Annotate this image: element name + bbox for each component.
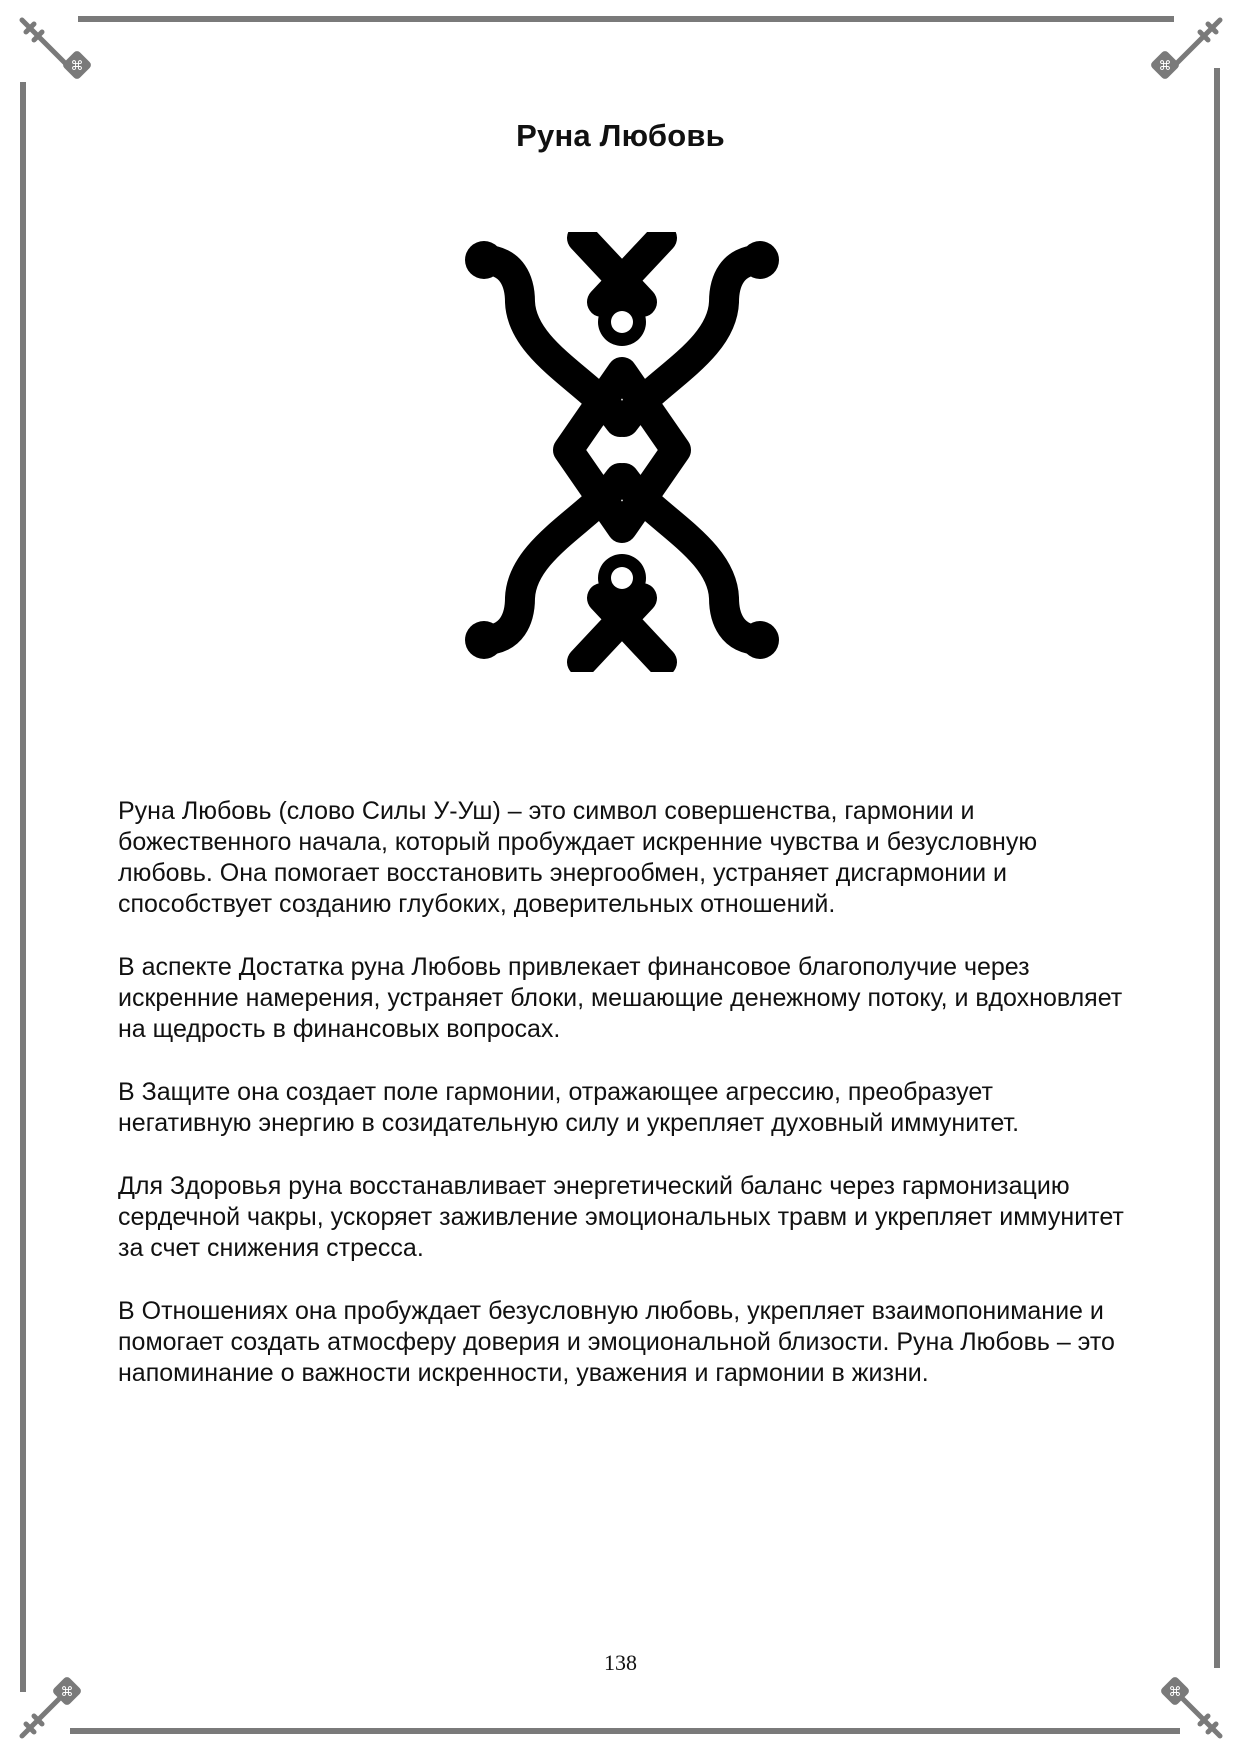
paragraph-relationships: В Отношениях она пробуждает безусловную любовь, укрепляет взаимопонимание и помогает создать атмосферу доверия и эмоциональной близости. Руна Любовь – это напоминание о важности искренности, уважения и гармонии в жизни. [118,1297,1115,1387]
paragraph-intro: Руна Любовь (слово Силы У-Уш) – это символ совершенства, гармонии и божественного начала, который пробуждает искренние чувства и безусловную любовь. Она помогает восстановить энергообмен, устраняет дисгармонии и способствует созданию глубоких, доверительных отношений. [118,797,1038,918]
frame-left-border [20,82,26,1692]
svg-text:⌘: ⌘ [1168,1685,1182,1700]
key-ornament-icon [1134,8,1234,108]
svg-text:⌘: ⌘ [1158,59,1172,74]
svg-text:⌘: ⌘ [60,1685,74,1700]
rune-lyubov-icon [462,232,782,672]
paragraph-protection: В Защите она создает поле гармонии, отражающее агрессию, преобразует негативную энергию в созидательную силу и укрепляет духовный иммунитет. [118,1078,1020,1137]
key-ornament-icon [8,8,108,108]
page-number: 138 [604,1650,637,1675]
paragraph-wealth: В аспекте Достатка руна Любовь привлекает финансовое благополучие через искренние намерения, устраняет блоки, мешающие денежному потоку, и вдохновляет на щедрость в финансовых вопросах. [118,953,1123,1043]
frame-right-border [1214,68,1220,1668]
body-text [118,796,1128,1421]
page-title: Руна Любовь [516,118,725,153]
frame-bottom-border [70,1728,1180,1734]
frame-top-border [78,16,1174,22]
svg-text:⌘: ⌘ [70,59,84,74]
paragraph-health: Для Здоровья руна восстанавливает энергетический баланс через гармонизацию сердечной чакры, ускоряет заживление эмоциональных травм и укрепляет иммунитет за счет снижения стресса. [118,1172,1124,1262]
